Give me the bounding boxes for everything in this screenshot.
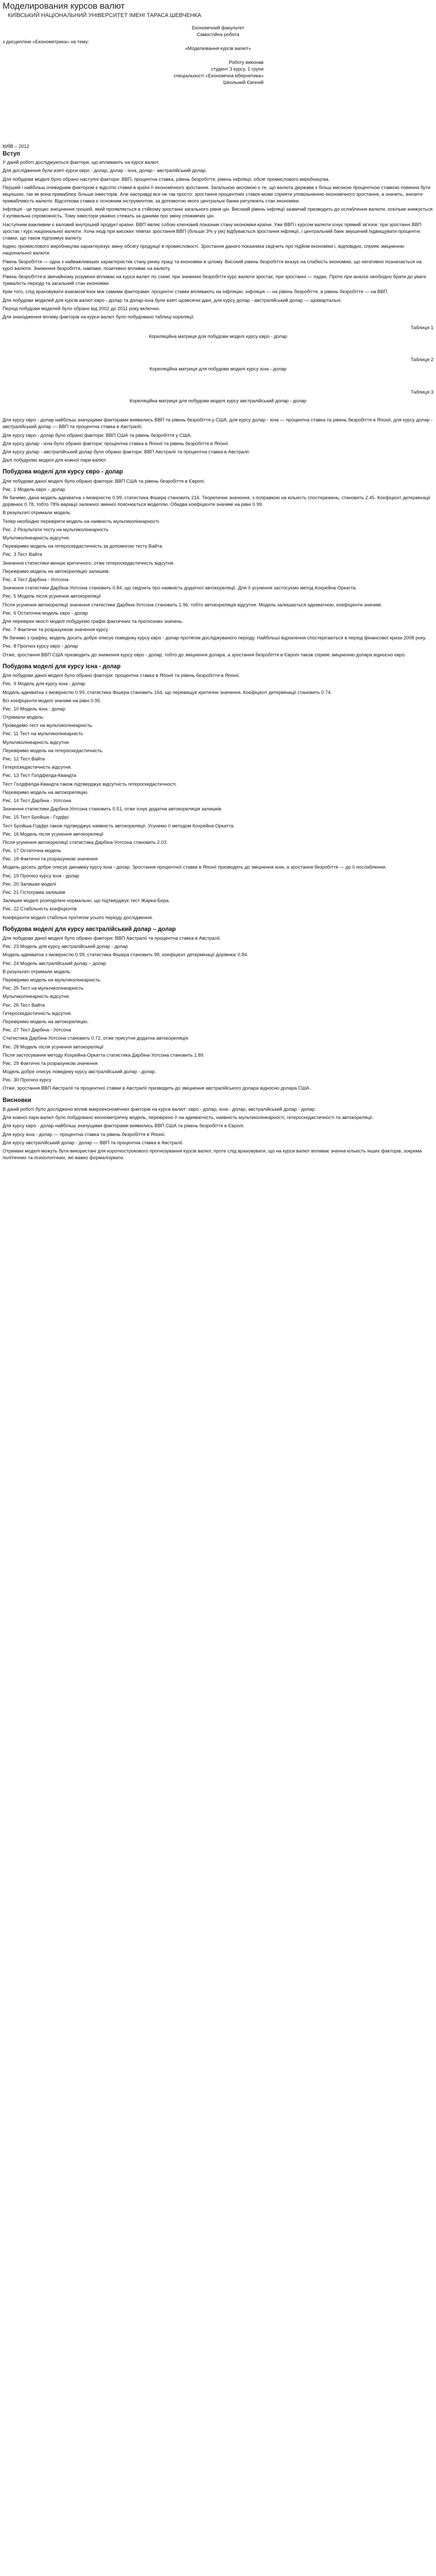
body-paragraph: Тест Голдфелда-Квандта також підтверджує відсутність гетероскедастичності. xyxy=(3,781,177,787)
post-tables-text xyxy=(3,417,433,464)
figure-caption: Рис. 5 Модель після усунення автокореляції xyxy=(3,594,101,599)
figure-caption: Рис. 16 Модель після усунення автокореляції xyxy=(3,831,103,837)
author-name: Школьний Євгеній xyxy=(223,80,264,86)
table-caption: Кореляційна матриця для побудови моделі курсу австралійський долар - долар xyxy=(129,398,307,404)
body-paragraph: Гетероскедастичність відсутня. xyxy=(3,765,72,770)
body-paragraph: Отримали модель: xyxy=(3,715,45,720)
figure-caption: Рис. 1 Модель євро – долар xyxy=(3,486,65,492)
body-paragraph: Для курсу ієна - долар — процентна ставка та рівень безробіття в Японії. xyxy=(3,1131,166,1137)
table-captions xyxy=(3,325,433,417)
figure-caption: Рис. 28 Модель після усунення автокореляції xyxy=(3,1044,103,1049)
table-label: Таблиця 1 xyxy=(410,325,433,331)
intro-paragraph: У даній роботі досліджуються фактори, що впливають на курси валют. xyxy=(3,160,160,165)
body-paragraph: Отже, зростання ВВП США призводить до зниження курсу євро - долар, тобто до зміцнення долара, а зростання безробіття в Європі також сприяє зміцненню долара відносно євро. xyxy=(3,652,406,657)
body-paragraph: Для курсу долар - австралійський долар було обрано фактори: ВВП Австралії та процентна ставка в Австралії. xyxy=(3,449,251,454)
section-heading: Висновки xyxy=(3,1097,31,1104)
figure-caption: Рис. 22 Стабільність коефіцієнтів xyxy=(3,906,77,912)
body-paragraph: В результаті отримали модель: xyxy=(3,510,72,516)
body-paragraph: Перевіримо модель на автокореляцію. xyxy=(3,789,89,795)
figure-caption: Рис. 3 Тест Вайта xyxy=(3,552,42,557)
figure-caption: Рис. 23 Модель для курсу австралійський долар - долар xyxy=(3,944,128,950)
body-paragraph: Для кожної пари валют було побудовано економетричну модель, перевірено її на адекватність, наявність мультиколінеарності, гетероскедастичності та автокореляції. xyxy=(3,1115,374,1121)
body-paragraph: Значення статистики Дарбіна-Уотсона становить 0.51, отже існує додатна автокореляція залишків. xyxy=(3,806,223,812)
performed-label: Роботу виконав xyxy=(229,59,264,65)
figure-caption: Рис. 24 Модель австралійський долар – долар xyxy=(3,960,107,966)
body-paragraph: Для курсу долар - ієна було обрано фактори: процентна ставка в Японії та рівень безробіття в Японії. xyxy=(3,440,230,446)
document-title: Моделирования курсов валют xyxy=(3,1,125,11)
body-paragraph: Залишки моделі розподілені нормально, що підтверджує тест Жарка-Бера. xyxy=(3,898,170,904)
work-type: Самостійна робота xyxy=(197,32,239,38)
body-paragraph: Для курсу євро - долар найбільш значущими факторами виявились ВВП та рівень безробіття у США, для курсу долар - ієна — процентна ставка та рівень безробіття в Японії, для курсу долар - австралійський долар — ВВП та процентна ставка в Австралії. xyxy=(3,417,433,430)
body-paragraph: Для побудови даної моделі було обрано фактори: процентна ставка в Японії та рівень безробіття в Японії. xyxy=(3,673,240,679)
topic: «Моделювання курсів валют» xyxy=(185,45,251,51)
body-paragraph: Отже, зростання ВВП Австралії та процентної ставки в Австралії призводить до зміцнення австралійського долара відносно долара США. xyxy=(3,1086,311,1091)
body-paragraph: Тест Бройша-Годфрі також підтверджує наявність автокореляції. Усунемо її методом Кохрейна-Оркатта. xyxy=(3,823,235,828)
body-paragraph: Отримані моделі можуть бути використані для короткострокового прогнозування курсів валют, проте слід враховувати, що на курси валют впливає значна кількість інших факторів, зокрема політичних та психологічних, які важко формалізувати. xyxy=(3,1148,422,1161)
intro-paragraph: Інфляція - це процес знецінення грошей, який проявляється в стійкому зростанні загального рівня цін. Високий рівень інфляції зазвичай призводить до ослаблення валюти, оскільки знижується її купівельна спроможність. Тому інвестори уважно стежать за даними про зміну споживчих цін. xyxy=(3,207,433,219)
body-paragraph: Для курсу євро - долар найбільш значущими факторами виявились ВВП США та рівень безробіття в Європі. xyxy=(3,1123,245,1129)
figure-caption: Рис. 6 Остаточна модель євро - долар xyxy=(3,610,88,616)
body-paragraph: Модель адекватна з імовірністю 0.99, статистика Фішера становить 164, що перевищує критичне значення. Коефіцієнт детермінації становить 0.74. xyxy=(3,689,332,695)
figure-caption: Рис. 10 Модель ієна - долар xyxy=(3,706,65,711)
figure-caption: Рис. 4 Тест Дарбіна - Уотсона xyxy=(3,577,69,582)
body-paragraph: Далі побудуємо моделі для кожної пари валют. xyxy=(3,457,107,463)
body-paragraph: Перевіримо модель на автокореляцію залишків. xyxy=(3,568,110,574)
intro-heading: Вступ xyxy=(3,150,20,157)
intro-paragraph: Крім того, слід враховувати взаємозв'язок між самими факторами: процентні ставки впливають на інфляцію, інфляція — на рівень безробіття, а рівень безробіття — на ВВП. xyxy=(3,289,389,295)
intro-paragraph: Для дослідження були взяті курси євро - долар, долар - ієна, долар - австралійський долар. xyxy=(3,168,207,174)
figure-caption: Рис. 27 Тест Дарбіна - Уотсона xyxy=(3,1027,72,1033)
body-paragraph: Після усунення автокореляції статистика Дарбіна-Уотсона становить 2.03. xyxy=(3,839,168,845)
figure-caption: Рис. 26 Тест Вайта xyxy=(3,1002,45,1008)
body-paragraph: Проведемо тест на мультиколінеарність. xyxy=(3,723,94,728)
document xyxy=(0,0,436,1167)
figure-caption: Рис. 17 Остаточна модель xyxy=(3,848,61,854)
body-paragraph: Модель добре описує поведінку курсу австралійський долар - долар. xyxy=(3,1069,156,1075)
figure-caption: Рис. 8 Прогноз курсу євро - долар xyxy=(3,643,78,649)
body-paragraph: Перевіримо модель на мультиколінеарність. xyxy=(3,977,101,983)
figure-caption: Рис. 29 Фактичні та розрахункові значення xyxy=(3,1060,98,1066)
body-paragraph: Мультиколінеарність відсутня. xyxy=(3,739,70,745)
body-paragraph: Після усунення автокореляції значення статистики Дарбіна-Уотсона становить 1.96, тобто автокореляція відсутня. Модель залишається адекватною, коефіцієнти значимі. xyxy=(3,602,382,607)
figure-caption: Рис. 15 Тест Бройша - Годфрі xyxy=(3,815,69,820)
figure-caption: Рис. 20 Залишки моделі xyxy=(3,881,56,887)
body-paragraph: Мультиколінеарність відсутня. xyxy=(3,535,70,540)
body-paragraph: Для курсу євро - долар було обрано фактори: ВВП США та рівень безробіття у США. xyxy=(3,432,192,438)
figure-caption: Рис. 12 Тест Вайта xyxy=(3,756,45,762)
figure-caption: Рис. 18 Фактичні та розрахункові значення xyxy=(3,856,98,862)
body-paragraph: Мультиколінеарність відсутня. xyxy=(3,994,70,999)
body-paragraph: Всі коефіцієнти моделі значимі на рівні 0.95. xyxy=(3,698,101,703)
intro-paragraph: Для знаходження впливу факторів на курси валют було побудовано таблиці кореляції. xyxy=(3,314,195,319)
university-name: КИЇВСЬКИЙ НАЦІОНАЛЬНИЙ УНІВЕРСИТЕТ ІМЕНІ ТАРАСА ШЕВЧЕНКА xyxy=(8,12,201,19)
figure-caption: Рис. 25 Тест на мультиколінеарність xyxy=(3,986,83,991)
city-year: КИЇВ – 2012 xyxy=(3,143,29,149)
body-paragraph: Тепер необхідно перевірити модель на наявність мультиколінеарності. xyxy=(3,518,161,524)
table-caption: Кореляційна матриця для побудови моделі курсу євро - долар xyxy=(149,334,287,340)
figure-caption: Рис. 9 Модель для курсу ієна - долар xyxy=(3,681,85,687)
sections xyxy=(3,468,433,1161)
section-heading: Побудова моделі для курсу ієна - долар xyxy=(3,663,121,670)
body-paragraph: Перевіримо модель на автокореляцію. xyxy=(3,1019,89,1024)
intro-paragraph: Період побудови моделей було обрано від 2002 до 2011 року включно. xyxy=(3,306,161,311)
figure-caption: Рис. 21 Гістограма залишків xyxy=(3,890,65,895)
figure-caption: Рис. 7 Фактичні та розрахункові значення курсу xyxy=(3,627,109,633)
body-paragraph: Модель досить добре описує динаміку курсу ієна - долар. Зростання процентної ставки в Японії призводить до зміцнення ієни, а зростання безробіття — до її послаблення. xyxy=(3,865,387,870)
body-paragraph: Модель адекватна з імовірністю 0.99, статистика Фішера становить 98, коефіцієнт детермінації дорівнює 0.84. xyxy=(3,952,249,958)
figure-caption: Рис. 14 Тест Дарбіна - Уотсона xyxy=(3,798,72,803)
body-paragraph: Перевіримо модель на гетероскедастичність. xyxy=(3,748,103,753)
intro-paragraph: Перший і найбільш очевидним фактором є відсоткі ставки в країні її економічного зростання. Загальною аксіомою є те, що валюта держави з більш високою процентною ставкою повинна бути міцнішою, так як вона приваблює більше інвесторів. Але насправді все не так просто: зростання процентних ставок може сприяти уповільненню економічного зростання, а значить, знизити привабливість валюти. Відсоткова ставка є основним інструментом, за допомогою якого центральні банки регулюють стан економіки. xyxy=(3,184,431,204)
table-label: Таблиця 3 xyxy=(410,389,433,395)
intro-paragraph: Індекс промислового виробництва характеризує зміну обсягу продукції в промисловості. Зростання даного показника свідчить про підйом економіки і, відповідно, сприяє зміцненню національної валюти. xyxy=(3,244,405,256)
intro-paragraph: Рівень безробіття — одна з найважливіших характеристик стану ринку праці та економіки в цілому. Високий рівень безробіття вказує на слабкість економіки, що негативно позначається на курсі валюти. Зниження безробіття, навпаки, позитивно впливає на валюту. xyxy=(3,259,422,271)
discipline: з дисципліни «Економетрика» на тему: xyxy=(3,39,90,44)
body-paragraph: Як бачимо з графіку, модель досить добре описує поведінку курсу євро - долар протягом досліджуваного періоду. Найбільші відхилення спостерігаються в період фінансової кризи 2008 року. xyxy=(3,635,427,641)
body-paragraph: Статистика Дарбіна-Уотсона становить 0.72, отже присутня додатна автокореляція. xyxy=(3,1036,189,1041)
intro-paragraph: Для побудови моделей для курсів валют євро - долар та долар-ієна були взяті щомісячні дані, для курсу долар - австралійський долар — щоквартальні. xyxy=(3,297,342,303)
specialty-line: спеціальності «Економічна кібернетика» xyxy=(173,73,264,79)
body-paragraph: Після застосування методу Кохрейна-Оркатта статистика Дарбіна-Уотсона становить 1.89. xyxy=(3,1052,205,1058)
intro-paragraph: Рівень безробіття в звичайному розумінні впливає на курси валют по схемі: при зниженні безробіття курс валюти зростає, при зростанні — падає. Проте при аналізі необхідно брати до уваги тривалість періоду та загальний стан економіки. xyxy=(3,274,426,286)
body-paragraph: Перевіримо модель на гетероскедастичність за допомогою тесту Вайта. xyxy=(3,544,163,549)
body-paragraph: Для перевірки якості моделі побудуємо графік фактичних та прогнозних значень. xyxy=(3,618,183,624)
intro-paragraph: Для побудови моделі було обрано наступні фактори: ВВП, процентна ставка, рівень безробіття, рівень інфляції, обсяг промислового виробництва. xyxy=(3,176,330,182)
author-block xyxy=(3,59,264,87)
student-line: студент 3 курсу, 1 групи xyxy=(211,66,264,72)
body-paragraph: В даній роботі було досліджено вплив макроекономічних факторів на курси валют: євро - долар, ієна - долар, австралійський долар - долар. xyxy=(3,1106,316,1112)
body-paragraph: Для курсу австралійський долар - долар — ВВП та процентна ставка в Австралії. xyxy=(3,1140,184,1145)
figure-caption: Рис. 11 Тест на мультиколінеарність xyxy=(3,731,83,737)
intro-paragraph: Наступним важливим є валовий внутрішній продукт країни. ВВП являє собою ключовий показник стану економіки країни. Уже ВВП і курсом валюти існує прямий зв'язок: при зростанні ВВП зростає і курс національної валюти. Хоча іноді при високих темпах зростання ВВП (більше 3% у рік) відбувається зростання інфляції, і центральний банк змушений підвищувати процентні ставки, що також підтримує валюту. xyxy=(3,222,422,241)
figure-caption: Рис. 2 Результати тесту на мультиколінеарність xyxy=(3,527,109,532)
body-paragraph: Значення статистики Дарбіна-Уотсона становить 0.84, що свідчить про наявність додатної автокореляції. Для її усунення застосуємо метод Кохрейна-Оркатта. xyxy=(3,585,357,591)
figure-caption: Рис. 13 Тест Голдфелда-Квандта xyxy=(3,773,77,778)
intro-body xyxy=(3,159,433,320)
table-caption: Кореляційна матриця для побудови моделі курсу ієна - долар xyxy=(149,366,287,371)
section-heading: Побудова моделі для курсу австралійський долар – долар xyxy=(3,926,176,933)
faculty: Економічний факультет xyxy=(191,25,245,31)
body-paragraph: Для побудови даної моделі було обрано фактори: ВВП Австралії та процентна ставка в Австралії. xyxy=(3,936,221,941)
figure-caption: Рис. 19 Прогноз курсу ієна - долар xyxy=(3,873,79,878)
body-paragraph: Як бачимо, дана модель адекватна з імовірністю 0.99, статистика Фішера становить 216. Теоретичне значення, з поправкою на кількість спостережень, становить 2.45. Коефіцієнт детермінації дорівнює 0.78, тобто 78% варіації залежної змінної пояснюється моделлю. Обидва коефіцієнти значимі на рівні 0.99. xyxy=(3,495,430,507)
section-heading: Побудова моделі для курсу євро - долар xyxy=(3,469,123,476)
table-label: Таблиця 2 xyxy=(410,357,433,363)
body-paragraph: Коефіцієнти моделі стабільні протягом усього періоду дослідження. xyxy=(3,914,153,920)
body-paragraph: Значення статистики менше критичного, отже гетероскедастичність відсутня. xyxy=(3,560,175,566)
body-paragraph: Гетероскедастичність відсутня. xyxy=(3,1010,72,1016)
body-paragraph: Для побудови даної моделі було обрано фактори: ВВП США та рівень безробіття в Європі. xyxy=(3,478,205,484)
body-paragraph: В результаті отримали модель: xyxy=(3,969,72,974)
figure-caption: Рис. 30 Прогноз курсу xyxy=(3,1077,51,1083)
